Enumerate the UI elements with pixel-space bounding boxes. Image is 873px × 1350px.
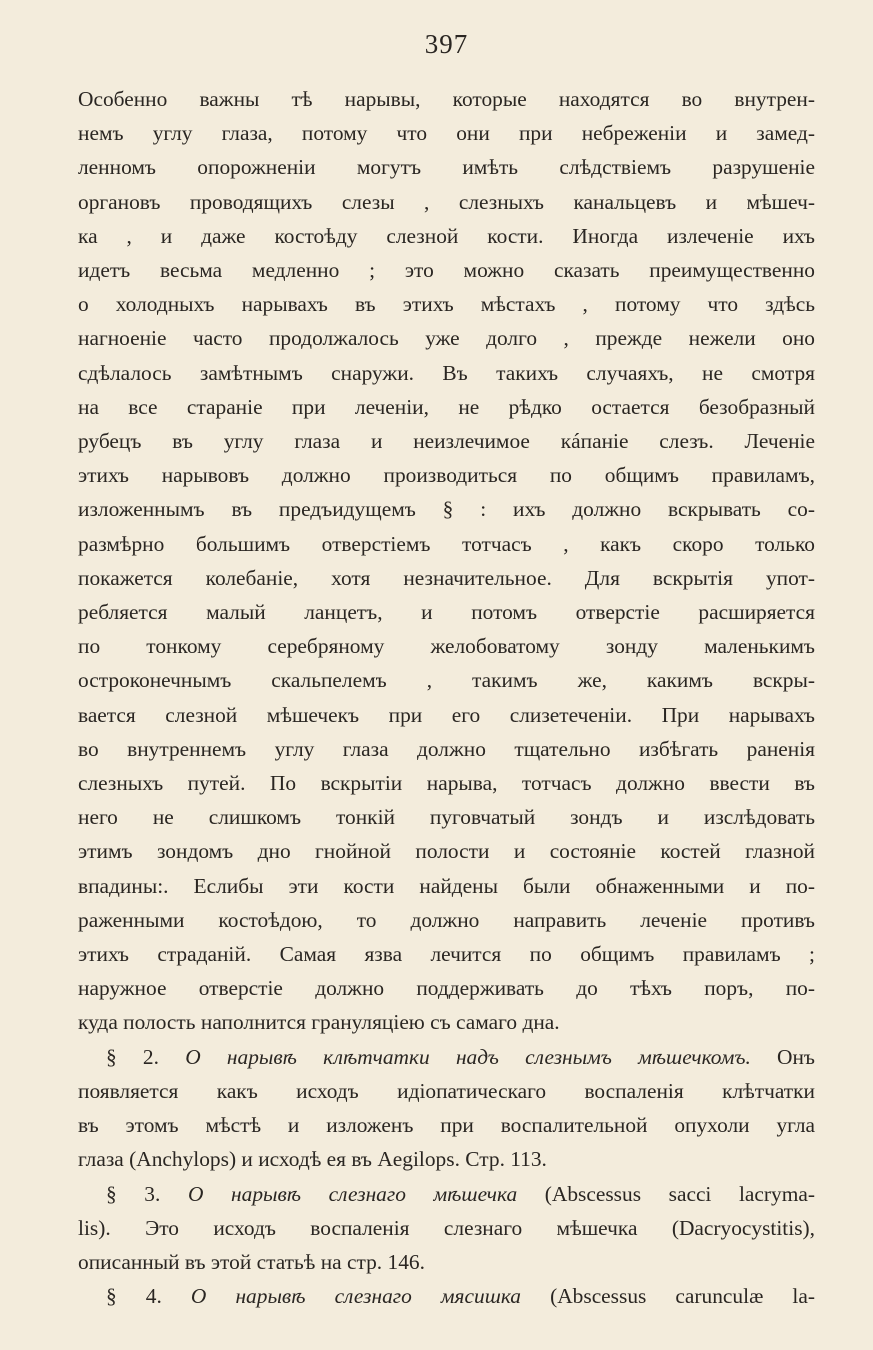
- line-text: органовъ проводящихъ слезы , слезныхъ канальцевъ и мѣшеч-: [78, 189, 815, 214]
- section-heading-line: [78, 1040, 815, 1074]
- text-line: [78, 869, 815, 903]
- line-text: глаза (Anchylops) и исходѣ ея въ Aegilops. Стр. 113.: [78, 1147, 547, 1172]
- line-text: рубецъ въ углу глаза и неизлечимое кáпаніе слезъ. Леченіе: [78, 429, 815, 454]
- line-text: немъ углу глаза, потому что они при небреженіи и замед-: [78, 121, 815, 146]
- line-text: ленномъ опорожненіи могутъ имѣть слѣдствіемъ разрушеніе: [78, 155, 815, 180]
- text-line: [78, 1108, 815, 1142]
- line-text: размѣрно большимъ отверстіемъ тотчасъ , какъ скоро только: [78, 531, 815, 556]
- section-title: О нарывѣ клѣтчатки надъ слезнымъ мѣшечкомъ.: [185, 1044, 751, 1069]
- text-line: [78, 663, 815, 697]
- text-line: [78, 287, 815, 321]
- text-line: [78, 1211, 815, 1245]
- text-line: [78, 116, 815, 150]
- line-text: слезныхъ путей. По вскрытіи нарыва, тотчасъ должно ввести въ: [78, 771, 815, 796]
- line-text: Особенно важны тѣ нарывы, которые находятся во внутрен-: [78, 87, 815, 111]
- text-line: [78, 1074, 815, 1108]
- text-line: [78, 595, 815, 629]
- text-line: [78, 732, 815, 766]
- line-text: изложеннымъ въ предъидущемъ § : ихъ должно вскрывать со-: [78, 497, 815, 522]
- text-line: [78, 424, 815, 458]
- text-line: [78, 492, 815, 526]
- line-text: ка , и даже костоѣду слезной кости. Иногда излеченіе ихъ: [78, 223, 815, 248]
- text-line: [78, 1245, 815, 1279]
- line-text: этихъ нарывовъ должно производиться по общимъ правиламъ,: [78, 463, 815, 488]
- line-text: него не слишкомъ тонкій пуговчатый зондъ и изслѣдовать: [78, 805, 815, 830]
- text-line: [78, 937, 815, 971]
- text-line: [78, 527, 815, 561]
- section-number: § 4.: [106, 1284, 191, 1309]
- text-line: [78, 150, 815, 184]
- line-text: остроконечнымъ скальпелемъ , такимъ же, какимъ вскры-: [78, 668, 815, 693]
- text-line: [78, 1005, 815, 1039]
- line-text: нагноеніе часто продолжалось уже долго , прежде нежели оно: [78, 326, 815, 351]
- line-text: (Abscessus sacci lacryma-: [517, 1181, 815, 1206]
- line-text: сдѣлалось замѣтнымъ снаружи. Въ такихъ случаяхъ, не смотря: [78, 360, 815, 385]
- line-text: о холодныхъ нарывахъ въ этихъ мѣстахъ , потому что здѣсь: [78, 292, 815, 317]
- text-line: [78, 834, 815, 868]
- body-text: [78, 82, 815, 1313]
- text-line: [78, 971, 815, 1005]
- line-text: этихъ страданій. Самая язва лечится по общимъ правиламъ ;: [78, 942, 815, 967]
- line-text: этимъ зондомъ дно гнойной полости и состояніе костей глазной: [78, 839, 815, 864]
- text-line: [78, 185, 815, 219]
- page-number: 397: [424, 29, 469, 59]
- line-text: въ этомъ мѣстѣ и изложенъ при воспалительной опухоли угла: [78, 1113, 815, 1138]
- section-heading-line: [78, 1279, 815, 1313]
- line-text: впадины:. Еслибы эти кости найдены были обнаженными и по-: [78, 873, 815, 898]
- text-line: [78, 321, 815, 355]
- text-line: [78, 1142, 815, 1176]
- text-line: [78, 800, 815, 834]
- line-text: (Abscessus carunculæ la-: [521, 1284, 815, 1309]
- text-line: [78, 903, 815, 937]
- line-text: покажется колебаніе, хотя незначительное. Для вскрытія упот-: [78, 565, 815, 590]
- text-line: [78, 390, 815, 424]
- line-text: на все стараніе при леченіи, не рѣдко остается безобразный: [78, 394, 815, 419]
- line-text: вается слезной мѣшечекъ при его слизетеченіи. При нарывахъ: [78, 702, 815, 727]
- section-heading-line: [78, 1177, 815, 1211]
- line-text: ребляется малый ланцетъ, и потомъ отверстіе расширяется: [78, 600, 815, 625]
- section-number: § 2.: [106, 1044, 186, 1069]
- section-number: § 3.: [106, 1181, 188, 1206]
- section-title: О нарывѣ слезнаго мѣшечка: [187, 1181, 518, 1206]
- text-line: [78, 766, 815, 800]
- text-line: [78, 82, 815, 116]
- line-text: идетъ весьма медленно ; это можно сказать преимущественно: [78, 258, 815, 283]
- line-text: наружное отверстіе должно поддерживать до тѣхъ поръ, по-: [78, 976, 815, 1001]
- line-text: появляется какъ исходъ идіопатическаго воспаленія клѣтчатки: [78, 1078, 815, 1103]
- text-line: [78, 698, 815, 732]
- line-text: во внутреннемъ углу глаза должно тщательно избѣгать раненія: [78, 736, 815, 761]
- text-line: [78, 561, 815, 595]
- text-line: [78, 629, 815, 663]
- text-line: [78, 356, 815, 390]
- section-title: О нарывѣ слезнаго мясишка: [190, 1284, 522, 1309]
- line-text: раженными костоѣдою, то должно направить леченіе противъ: [78, 907, 815, 932]
- line-text: lis). Это исходъ воспаленія слезнаго мѣшечка (Dacryocystitis),: [78, 1215, 815, 1240]
- line-text: описанный въ этой статьѣ на стр. 146.: [78, 1249, 425, 1274]
- line-text: куда полость наполнится грануляціею съ самаго дна.: [78, 1010, 560, 1035]
- text-line: [78, 253, 815, 287]
- text-line: [78, 219, 815, 253]
- line-text: Онъ: [750, 1044, 815, 1069]
- line-text: по тонкому серебряному желобоватому зонду маленькимъ: [78, 634, 815, 659]
- text-line: [78, 458, 815, 492]
